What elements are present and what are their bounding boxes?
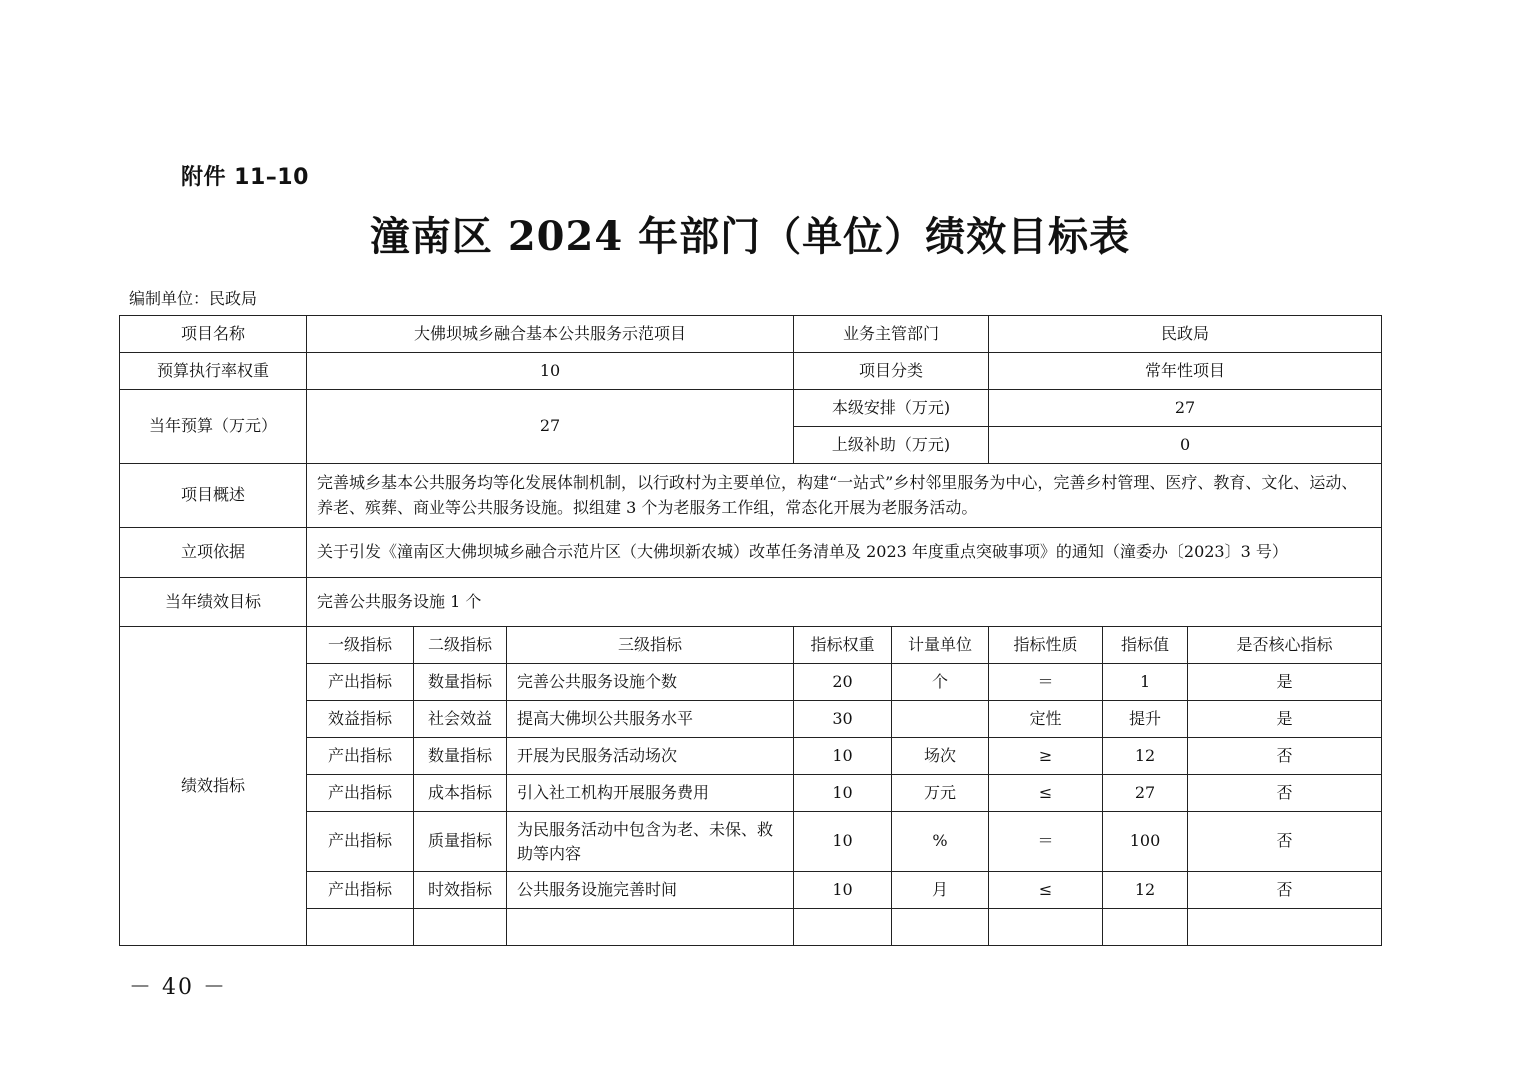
level3-cell xyxy=(507,909,794,946)
indicator-row-empty xyxy=(120,909,1382,946)
value-cell: 27 xyxy=(1103,775,1188,812)
page-title: 潼南区 2024 年部门（单位）绩效目标表 xyxy=(369,213,1131,260)
upper-subsidy-label: 上级补助（万元) xyxy=(794,427,989,464)
upper-subsidy-value: 0 xyxy=(989,427,1382,464)
unit-cell xyxy=(892,701,989,738)
column-header: 指标值 xyxy=(1103,627,1188,664)
goal-value: 完善公共服务设施 1 个 xyxy=(307,578,1382,627)
unit-cell: 万元 xyxy=(892,775,989,812)
level3-cell: 完善公共服务设施个数 xyxy=(507,664,794,701)
column-header: 三级指标 xyxy=(507,627,794,664)
table-row xyxy=(120,464,1382,528)
unit-cell: 月 xyxy=(892,872,989,909)
indicator-header-row xyxy=(120,627,1382,664)
performance-target-table xyxy=(119,315,1382,946)
core-cell xyxy=(1188,909,1382,946)
table-row xyxy=(120,578,1382,627)
table-row xyxy=(120,316,1382,353)
budget-weight-value: 10 xyxy=(307,353,794,390)
core-cell: 否 xyxy=(1188,738,1382,775)
weight-cell: 30 xyxy=(794,701,892,738)
nature-cell: ≤ xyxy=(989,775,1103,812)
level1-cell: 产出指标 xyxy=(307,664,414,701)
value-cell: 100 xyxy=(1103,812,1188,872)
dept-label: 业务主管部门 xyxy=(794,316,989,353)
value-cell: 提升 xyxy=(1103,701,1188,738)
category-value: 常年性项目 xyxy=(989,353,1382,390)
budget-weight-label: 预算执行率权重 xyxy=(120,353,307,390)
dept-value: 民政局 xyxy=(989,316,1382,353)
attachment-label: 附件 11–10 xyxy=(181,165,309,190)
overview-value: 完善城乡基本公共服务均等化发展体制机制，以行政村为主要单位，构建“一站式”乡村邻里服务为中心，完善乡村管理、医疗、教育、文化、运动、养老、殡葬、商业等公共服务设施。拟组建 3 个为老服务工作组，常态化开展为老服务活动。 xyxy=(307,464,1382,528)
compiling-unit-label: 编制单位： xyxy=(129,289,210,308)
unit-cell: % xyxy=(892,812,989,872)
compiling-unit-value: 民政局 xyxy=(209,289,258,308)
table-row xyxy=(120,528,1382,578)
basis-value: 关于引发《潼南区大佛坝城乡融合示范片区（大佛坝新农城）改革任务清单及 2023 年度重点突破事项》的通知（潼委办〔2023〕3 号） xyxy=(307,528,1382,578)
core-cell: 否 xyxy=(1188,775,1382,812)
unit-cell: 场次 xyxy=(892,738,989,775)
level2-cell: 质量指标 xyxy=(414,812,507,872)
column-header: 计量单位 xyxy=(892,627,989,664)
nature-cell: ≥ xyxy=(989,738,1103,775)
annual-budget-label: 当年预算（万元） xyxy=(120,390,307,464)
level2-cell: 数量指标 xyxy=(414,664,507,701)
level3-cell: 引入社工机构开展服务费用 xyxy=(507,775,794,812)
weight-cell: 10 xyxy=(794,775,892,812)
level2-cell: 时效指标 xyxy=(414,872,507,909)
local-arrangement-value: 27 xyxy=(989,390,1382,427)
level3-cell: 为民服务活动中包含为老、未保、救助等内容 xyxy=(507,812,794,872)
value-cell: 1 xyxy=(1103,664,1188,701)
level1-cell xyxy=(307,909,414,946)
indicator-row xyxy=(120,872,1382,909)
table-row xyxy=(120,353,1382,390)
level3-cell: 开展为民服务活动场次 xyxy=(507,738,794,775)
core-cell: 否 xyxy=(1188,812,1382,872)
level2-cell: 成本指标 xyxy=(414,775,507,812)
local-arrangement-label: 本级安排（万元) xyxy=(794,390,989,427)
basis-label: 立项依据 xyxy=(120,528,307,578)
indicator-row xyxy=(120,812,1382,872)
project-name-value: 大佛坝城乡融合基本公共服务示范项目 xyxy=(307,316,794,353)
level2-cell: 数量指标 xyxy=(414,738,507,775)
level1-cell: 效益指标 xyxy=(307,701,414,738)
level2-cell xyxy=(414,909,507,946)
compiling-unit xyxy=(129,286,257,309)
level3-cell: 公共服务设施完善时间 xyxy=(507,872,794,909)
level1-cell: 产出指标 xyxy=(307,738,414,775)
weight-cell: 20 xyxy=(794,664,892,701)
weight-cell: 10 xyxy=(794,812,892,872)
indicator-row xyxy=(120,738,1382,775)
annual-budget-value: 27 xyxy=(307,390,794,464)
page-number: － 40 － xyxy=(129,975,227,1000)
level1-cell: 产出指标 xyxy=(307,872,414,909)
column-header: 指标权重 xyxy=(794,627,892,664)
core-cell: 否 xyxy=(1188,872,1382,909)
column-header: 二级指标 xyxy=(414,627,507,664)
category-label: 项目分类 xyxy=(794,353,989,390)
value-cell: 12 xyxy=(1103,872,1188,909)
unit-cell: 个 xyxy=(892,664,989,701)
level1-cell: 产出指标 xyxy=(307,775,414,812)
overview-label: 项目概述 xyxy=(120,464,307,528)
weight-cell: 10 xyxy=(794,872,892,909)
core-cell: 是 xyxy=(1188,664,1382,701)
weight-cell: 10 xyxy=(794,738,892,775)
column-header: 指标性质 xyxy=(989,627,1103,664)
level2-cell: 社会效益 xyxy=(414,701,507,738)
nature-cell xyxy=(989,909,1103,946)
unit-cell xyxy=(892,909,989,946)
nature-cell: ≤ xyxy=(989,872,1103,909)
indicator-row xyxy=(120,701,1382,738)
column-header: 一级指标 xyxy=(307,627,414,664)
level3-cell: 提高大佛坝公共服务水平 xyxy=(507,701,794,738)
nature-cell: ＝ xyxy=(989,812,1103,872)
value-cell xyxy=(1103,909,1188,946)
column-header: 是否核心指标 xyxy=(1188,627,1382,664)
weight-cell xyxy=(794,909,892,946)
indicator-row xyxy=(120,775,1382,812)
core-cell: 是 xyxy=(1188,701,1382,738)
project-name-label: 项目名称 xyxy=(120,316,307,353)
goal-label: 当年绩效目标 xyxy=(120,578,307,627)
level1-cell: 产出指标 xyxy=(307,812,414,872)
nature-cell: ＝ xyxy=(989,664,1103,701)
indicator-row xyxy=(120,664,1382,701)
table-row xyxy=(120,390,1382,427)
nature-cell: 定性 xyxy=(989,701,1103,738)
indicators-label: 绩效指标 xyxy=(120,627,307,946)
value-cell: 12 xyxy=(1103,738,1188,775)
